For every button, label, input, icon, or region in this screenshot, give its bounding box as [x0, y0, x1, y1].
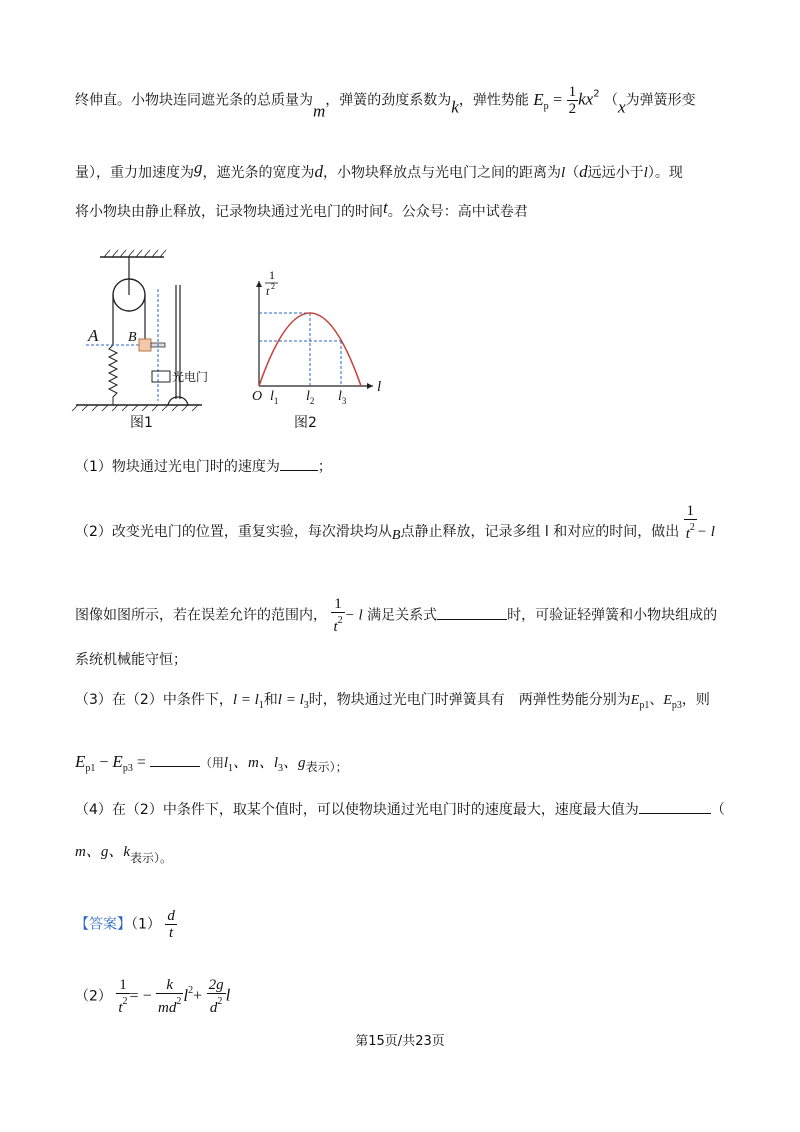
- tick-l3: $l_3$: [338, 389, 347, 406]
- question-1: [75, 456, 332, 477]
- text-segment: ，弹簧的劲度系数为: [325, 92, 452, 109]
- fraction-d-over-t: $\frac{d}{t}$: [167, 908, 175, 941]
- var-kx: kx: [578, 89, 594, 109]
- var-x: x: [618, 97, 626, 117]
- condition-l3: $l = l_3$: [277, 692, 309, 711]
- guide-lines: [259, 313, 341, 386]
- text-segment: （: [710, 802, 725, 818]
- fraction-1-over-t2: $\frac{1}{t^2}$: [685, 503, 695, 542]
- text-segment: ，遮光条的宽度为: [202, 165, 315, 181]
- text-segment: （: [604, 92, 619, 109]
- answer-2: [75, 977, 230, 1016]
- var-d: d: [579, 162, 588, 181]
- plus-sign: +: [193, 987, 203, 1005]
- answer-1: [75, 908, 177, 941]
- experiment-figures: [68, 245, 388, 435]
- question-text-line-2: [75, 158, 683, 183]
- text-segment: 和: [263, 692, 278, 708]
- var-l: l: [643, 165, 648, 181]
- text-segment: 表示）。: [130, 851, 173, 865]
- text-segment: （1）物块通过光电门时的速度为: [75, 459, 280, 475]
- page-footer: 第15页/共23页: [355, 1034, 445, 1049]
- var-ep3: $E_{p3}$: [663, 693, 682, 711]
- text-segment: 时，可验证轻弹簧和小物块组成的: [507, 607, 718, 624]
- text-segment: 终伸直。小物块连同遮光条的总质量为: [75, 92, 313, 109]
- var-m: m: [313, 101, 326, 121]
- text-segment: ；: [317, 459, 332, 475]
- var-g: g: [194, 158, 203, 177]
- tick-l2: $l_2$: [306, 389, 315, 406]
- text-segment: （3）在（2）中条件下，: [75, 692, 233, 708]
- answer-blank: [150, 752, 200, 767]
- figure-1-caption: 图1: [130, 415, 153, 431]
- text-segment: ，则: [681, 692, 710, 708]
- fraction-k-over-md2: $\frac{k}{md^2}$: [158, 977, 182, 1016]
- var-d: d: [314, 162, 323, 181]
- text-segment: ，小物块释放点与光电门之间的距离为: [323, 165, 561, 181]
- var-l: l: [225, 985, 231, 1005]
- condition-l1: $l = l_1$: [232, 692, 264, 711]
- block-b: [139, 339, 151, 351]
- var-list: $l_1$、m、$l_3$、g: [223, 755, 306, 774]
- question-4-line-2: [75, 842, 172, 868]
- question-2-line-2: [75, 596, 717, 635]
- figure-2-graph: [252, 268, 381, 431]
- var-t: t: [383, 198, 388, 217]
- var-list: m、g、k: [75, 844, 130, 860]
- question-3-line-2: [75, 752, 348, 779]
- text-segment: （2）改变光电门的位置，重复实验，每次滑块均从: [75, 524, 392, 540]
- text-segment: ）。现: [647, 165, 683, 181]
- exponent: 2: [593, 88, 600, 100]
- answer-blank: [280, 456, 318, 471]
- text-segment: 图像如图所示，若在误差允许的范围内，: [75, 607, 327, 624]
- fraction-1-over-t2: $\frac{1}{t^2}$: [333, 596, 343, 635]
- var-k: k: [451, 97, 459, 117]
- text-segment: 满足关系式: [367, 607, 438, 624]
- text-segment: 远远小于: [587, 165, 644, 181]
- label-a: A: [88, 326, 99, 345]
- text-segment: 为弹簧形变: [625, 92, 696, 109]
- question-2-line-3: [75, 650, 187, 670]
- y-axis-label-numerator: 1: [269, 268, 275, 282]
- origin-label: O: [252, 389, 263, 404]
- text-segment: （: [565, 165, 580, 181]
- minus-l: − l: [344, 607, 363, 624]
- photogate: [152, 371, 170, 382]
- y-axis-label-exponent: 2: [271, 282, 275, 291]
- answer-tag: 【答案】: [75, 916, 131, 933]
- text-segment: 系统机械能守恒；: [75, 652, 187, 668]
- fraction-1-over-t2: $\frac{1}{t^2}$: [118, 977, 128, 1016]
- figure-1-apparatus: [72, 250, 208, 431]
- photogate-label: 光电门: [172, 370, 209, 384]
- answer-2-label: （2）: [75, 988, 112, 1005]
- answer-1-label: （1）: [131, 916, 161, 933]
- text-segment: ，弹性势能: [458, 92, 529, 109]
- text-segment: （用: [199, 756, 224, 770]
- l-squared: $l^2$: [183, 984, 194, 1005]
- y-axis-label-denominator: t: [266, 284, 270, 298]
- text-segment: 。公众号：高中试卷君: [387, 204, 528, 220]
- expr-ep3: $E_{p3}$: [112, 752, 133, 774]
- text-segment: 表示）；: [305, 760, 348, 774]
- x-axis-label: l: [377, 379, 382, 395]
- text-segment: 将小物块由静止释放，记录物块通过光电门的时间: [75, 204, 383, 220]
- var-l: l: [561, 165, 566, 181]
- question-text-line-1: [75, 84, 696, 122]
- minus-l: − l: [696, 524, 715, 540]
- answer-blank: [639, 799, 711, 814]
- equals-sign: =: [553, 91, 563, 109]
- tick-l1: $l_1$: [270, 389, 279, 406]
- question-3-line-1: [75, 690, 710, 716]
- fraction-half: $\frac{1}{2}$: [568, 84, 577, 117]
- energy-symbol: $E_p$: [533, 89, 549, 112]
- equals-sign: =: [132, 754, 150, 771]
- question-text-line-3: [75, 198, 528, 222]
- question-2-line-1: [75, 503, 715, 546]
- text-segment: 时，物块通过光电门时弹簧具有 两弹性势能分别为: [308, 692, 631, 708]
- var-ep1: $E_{p1}$: [630, 693, 650, 711]
- text-segment: 点静止释放，记录多组 l 和对应的时间，做出: [400, 524, 680, 540]
- fraction-2g-over-d2: $\frac{2g}{d^2}$: [208, 977, 224, 1016]
- text-segment: 、: [649, 692, 664, 708]
- equals-minus: = −: [129, 987, 152, 1005]
- spring: [109, 345, 117, 405]
- label-b: B: [128, 330, 137, 345]
- minus-sign: −: [95, 754, 113, 771]
- figure-2-caption: 图2: [294, 415, 317, 431]
- var-b: B: [391, 528, 401, 543]
- text-segment: （4）在（2）中条件下，取某个值时，可以使物块通过光电门时的速度最大，速度最大值为: [75, 802, 639, 818]
- text-segment: 量），重力加速度为: [75, 165, 194, 181]
- expr-ep1: $E_{p1}$: [75, 752, 96, 774]
- question-4-line-1: [75, 799, 725, 820]
- answer-blank: [437, 605, 507, 620]
